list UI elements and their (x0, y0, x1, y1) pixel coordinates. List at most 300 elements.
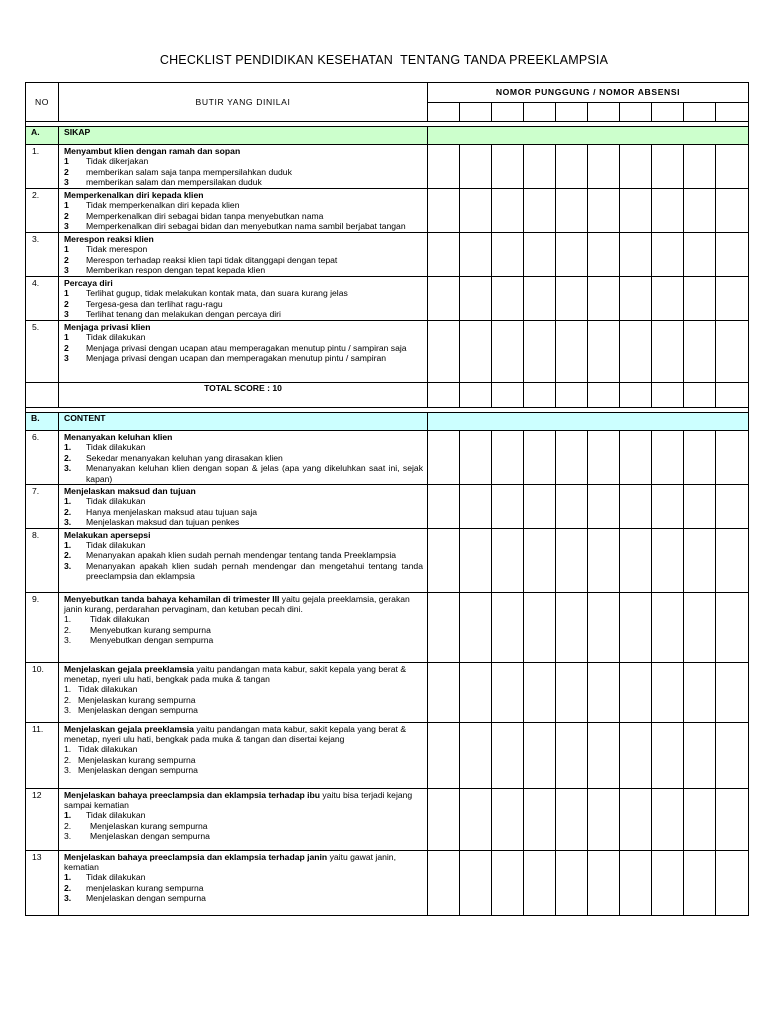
item-number: 13 (26, 850, 59, 915)
score-cell[interactable] (460, 592, 492, 662)
item-number: 8. (26, 528, 59, 592)
score-cell[interactable] (652, 850, 684, 915)
item-title: Menjelaskan maksud dan tujuan (64, 486, 196, 497)
score-cell[interactable] (652, 321, 684, 383)
option-score: 3 (64, 221, 69, 232)
score-option (64, 561, 423, 582)
score-cell[interactable] (684, 277, 716, 321)
item-intro: yaitu bisa terjadi kejang sampai kematian (64, 789, 413, 811)
score-cell[interactable] (716, 592, 749, 662)
score-cell[interactable] (524, 722, 556, 788)
score-cell[interactable] (460, 277, 492, 321)
item-title: Memperkenalkan diri kepada klien (64, 190, 204, 200)
checklist-table (25, 82, 749, 916)
score-cell[interactable] (524, 233, 556, 277)
option-score: 3. (64, 893, 72, 904)
option-text: Tidak dikerjakan (86, 156, 149, 167)
score-option (64, 332, 423, 342)
item-number: 6. (26, 431, 59, 485)
score-cell[interactable] (460, 145, 492, 189)
score-cell[interactable] (716, 189, 749, 233)
option-text: Menjelaskan dengan sempurna (86, 893, 206, 904)
option-score: 1. (64, 744, 72, 755)
score-column-header (460, 103, 492, 122)
score-cell[interactable] (684, 850, 716, 915)
score-cell[interactable] (428, 189, 460, 233)
option-score: 1. (64, 614, 72, 625)
section-label: SIKAP (59, 127, 428, 145)
score-cell[interactable] (428, 383, 460, 408)
option-text: Merespon terhadap reaksi klien tapi tidak ditanggapi dengan tepat (86, 254, 338, 265)
option-score: 1 (64, 200, 69, 211)
score-cell[interactable] (716, 528, 749, 592)
score-cell[interactable] (428, 788, 460, 850)
score-option (64, 288, 423, 298)
score-cell[interactable] (556, 850, 588, 915)
score-cell[interactable] (620, 145, 652, 189)
header-butir: BUTIR YANG DINILAI (59, 83, 428, 122)
option-score: 1 (64, 288, 69, 299)
score-cell[interactable] (556, 321, 588, 383)
score-option (64, 221, 423, 231)
checklist-row (26, 189, 749, 233)
option-score: 3. (64, 635, 72, 646)
score-cell[interactable] (652, 431, 684, 485)
score-column-header (716, 103, 749, 122)
score-cell[interactable] (428, 431, 460, 485)
option-score: 3. (64, 560, 72, 571)
score-cell[interactable] (492, 722, 524, 788)
option-text: Menyebutkan dengan sempurna (90, 635, 214, 646)
score-cell[interactable] (716, 722, 749, 788)
score-option (64, 695, 423, 705)
score-cell[interactable] (620, 233, 652, 277)
score-cell[interactable] (588, 592, 620, 662)
option-score: 3 (64, 353, 69, 364)
score-cell[interactable] (588, 189, 620, 233)
score-option (64, 893, 423, 903)
score-cell[interactable] (460, 528, 492, 592)
score-cell[interactable] (492, 431, 524, 485)
score-option (64, 625, 423, 635)
score-cell[interactable] (716, 850, 749, 915)
score-option (64, 211, 423, 221)
option-text: Hanya menjelaskan maksud atau tujuan saja (86, 506, 258, 517)
score-cell[interactable] (620, 788, 652, 850)
score-cell[interactable] (492, 485, 524, 529)
score-cell[interactable] (492, 788, 524, 850)
score-option (64, 831, 423, 841)
score-cell[interactable] (556, 189, 588, 233)
item-description (59, 145, 428, 189)
score-column-header (588, 103, 620, 122)
item-heading (64, 190, 423, 200)
score-cell[interactable] (588, 145, 620, 189)
option-text: Tidak dilakukan (90, 614, 150, 625)
score-option (64, 343, 423, 353)
score-cell[interactable] (460, 189, 492, 233)
item-number: 2. (26, 189, 59, 233)
item-description (59, 662, 428, 722)
total-no-cell (26, 383, 59, 408)
score-cell[interactable] (716, 662, 749, 722)
score-cell[interactable] (684, 592, 716, 662)
score-column-header (652, 103, 684, 122)
option-score: 2. (64, 754, 72, 765)
score-option (64, 453, 423, 463)
score-cell[interactable] (524, 662, 556, 722)
score-option (64, 177, 423, 187)
score-cell[interactable] (716, 233, 749, 277)
item-heading (64, 852, 423, 873)
item-title: Menjelaskan gejala preeklamsia (64, 663, 194, 674)
score-column-header (620, 103, 652, 122)
score-cell[interactable] (684, 321, 716, 383)
option-text: memberikan salam dan mempersilakan duduk (86, 177, 262, 188)
score-cell[interactable] (652, 592, 684, 662)
header-no: NO (26, 83, 59, 122)
score-cell[interactable] (588, 383, 620, 408)
score-cell[interactable] (716, 788, 749, 850)
score-cell[interactable] (652, 485, 684, 529)
score-cell[interactable] (620, 485, 652, 529)
score-cell[interactable] (652, 662, 684, 722)
score-cell[interactable] (716, 321, 749, 383)
item-number: 5. (26, 321, 59, 383)
score-option (64, 442, 423, 452)
score-cell[interactable] (460, 233, 492, 277)
score-cell[interactable] (588, 662, 620, 722)
score-option (64, 550, 423, 560)
option-score: 2. (64, 624, 72, 635)
item-heading (64, 594, 423, 615)
option-text: Terlihat gugup, tidak melakukan kontak mata, dan suara kurang jelas (86, 288, 348, 299)
score-cell[interactable] (684, 431, 716, 485)
option-text: Menjaga privasi dengan ucapan atau memperagakan menutup pintu / sampiran saja (86, 342, 407, 353)
option-text: Tidak dilakukan (86, 332, 146, 343)
score-cell[interactable] (524, 850, 556, 915)
score-cell[interactable] (684, 528, 716, 592)
score-cell[interactable] (556, 722, 588, 788)
checklist-row (26, 662, 749, 722)
score-cell[interactable] (652, 788, 684, 850)
option-score: 3 (64, 265, 69, 276)
score-option (64, 872, 423, 882)
option-text: Tidak dilakukan (86, 442, 146, 453)
item-description (59, 788, 428, 850)
option-text: Tidak dilakukan (86, 540, 146, 551)
score-cell[interactable] (492, 189, 524, 233)
option-text: memberikan salam saja tanpa mempersilahkan duduk (86, 166, 292, 177)
score-cell[interactable] (460, 321, 492, 383)
score-cell[interactable] (492, 850, 524, 915)
option-score: 1. (64, 872, 72, 883)
score-cell[interactable] (428, 277, 460, 321)
checklist-row (26, 528, 749, 592)
score-cell[interactable] (588, 431, 620, 485)
option-text: Tidak dilakukan (78, 684, 138, 695)
score-cell[interactable] (460, 431, 492, 485)
score-cell[interactable] (652, 277, 684, 321)
item-number: 12 (26, 788, 59, 850)
item-heading (64, 724, 423, 745)
option-text: Tidak dilakukan (86, 872, 146, 883)
score-cell[interactable] (492, 321, 524, 383)
score-cell[interactable] (428, 850, 460, 915)
score-cell[interactable] (620, 321, 652, 383)
option-score: 1 (64, 244, 69, 255)
option-score: 1. (64, 496, 72, 507)
score-cell[interactable] (428, 722, 460, 788)
option-score: 3 (64, 177, 69, 188)
score-cell[interactable] (620, 850, 652, 915)
section-label: CONTENT (59, 413, 428, 431)
option-text: Menjelaskan dengan sempurna (78, 705, 198, 716)
score-option (64, 821, 423, 831)
option-text: Menjelaskan kurang sempurna (78, 754, 196, 765)
score-cell[interactable] (620, 592, 652, 662)
option-score: 2. (64, 506, 72, 517)
score-cell[interactable] (556, 788, 588, 850)
score-cell[interactable] (460, 722, 492, 788)
score-cell[interactable] (556, 662, 588, 722)
total-score-label: TOTAL SCORE : 10 (59, 383, 428, 408)
option-score: 3. (64, 463, 72, 474)
score-cell[interactable] (620, 383, 652, 408)
score-cell[interactable] (428, 145, 460, 189)
option-text: Menjaga privasi dengan ucapan dan memperagakan menutup pintu / sampiran (86, 353, 387, 364)
score-option (64, 765, 423, 775)
score-cell[interactable] (524, 592, 556, 662)
item-description (59, 485, 428, 529)
option-text: Memperkenalkan diri sebagai bidan dan menyebutkan nama sambil berjabat tangan (86, 221, 406, 232)
score-cell[interactable] (588, 788, 620, 850)
score-cell[interactable] (428, 662, 460, 722)
score-column-header (492, 103, 524, 122)
option-score: 3 (64, 309, 69, 320)
score-option (64, 463, 423, 484)
item-heading (64, 146, 423, 156)
score-option (64, 684, 423, 694)
item-title: Menanyakan keluhan klien (64, 432, 173, 442)
item-number: 9. (26, 592, 59, 662)
score-cell[interactable] (460, 788, 492, 850)
option-text: Tidak memperkenalkan diri kepada klien (86, 200, 240, 211)
option-score: 2 (64, 254, 69, 265)
score-cell[interactable] (620, 189, 652, 233)
item-heading (64, 530, 423, 540)
score-cell[interactable] (716, 277, 749, 321)
item-heading (64, 278, 423, 288)
option-score: 2 (64, 166, 69, 177)
section-header-row (26, 127, 749, 145)
checklist-row (26, 431, 749, 485)
score-option (64, 353, 423, 363)
score-cell[interactable] (524, 189, 556, 233)
score-cell[interactable] (652, 528, 684, 592)
option-score: 3. (64, 517, 72, 528)
score-cell[interactable] (652, 233, 684, 277)
option-score: 2 (64, 298, 69, 309)
item-title: Menjelaskan bahaya preeclampsia dan eklampsia terhadap janin (64, 851, 328, 862)
section-score-band (428, 413, 749, 431)
option-text: Tidak dilakukan (86, 496, 146, 507)
score-cell[interactable] (588, 722, 620, 788)
score-cell[interactable] (556, 431, 588, 485)
score-cell[interactable] (492, 528, 524, 592)
item-number: 1. (26, 145, 59, 189)
score-cell[interactable] (556, 233, 588, 277)
option-text: Menjelaskan maksud dan tujuan penkes (86, 517, 240, 528)
checklist-row (26, 321, 749, 383)
section-score-band (428, 127, 749, 145)
score-option (64, 309, 423, 319)
score-cell[interactable] (588, 850, 620, 915)
score-option (64, 810, 423, 820)
score-option (64, 635, 423, 645)
score-cell[interactable] (684, 485, 716, 529)
item-heading (64, 790, 423, 811)
score-cell[interactable] (492, 277, 524, 321)
score-cell[interactable] (588, 233, 620, 277)
score-cell[interactable] (524, 528, 556, 592)
option-score: 1. (64, 540, 72, 551)
item-heading (64, 486, 423, 496)
score-cell[interactable] (524, 145, 556, 189)
score-cell[interactable] (460, 850, 492, 915)
score-cell[interactable] (556, 383, 588, 408)
option-score: 2. (64, 550, 72, 561)
score-column-header (428, 103, 460, 122)
score-cell[interactable] (684, 145, 716, 189)
score-option (64, 156, 423, 166)
score-cell[interactable] (684, 788, 716, 850)
score-cell[interactable] (492, 233, 524, 277)
score-cell[interactable] (684, 189, 716, 233)
score-cell[interactable] (652, 189, 684, 233)
option-text: menjelaskan kurang sempurna (86, 882, 204, 893)
score-cell[interactable] (620, 722, 652, 788)
score-cell[interactable] (620, 662, 652, 722)
score-option (64, 540, 423, 550)
score-cell[interactable] (556, 145, 588, 189)
score-cell[interactable] (716, 431, 749, 485)
score-cell[interactable] (460, 485, 492, 529)
score-option (64, 883, 423, 893)
score-option (64, 517, 423, 527)
score-cell[interactable] (684, 233, 716, 277)
item-number: 4. (26, 277, 59, 321)
option-text: Menjelaskan dengan sempurna (90, 831, 210, 842)
score-cell[interactable] (588, 485, 620, 529)
option-text: Menanyakan apakah klien sudah pernah mendengar dan mengetahui tentang tanda preeclampsia dan eklampsia (86, 560, 423, 582)
score-cell[interactable] (620, 431, 652, 485)
option-score: 2 (64, 342, 69, 353)
score-cell[interactable] (492, 145, 524, 189)
score-cell[interactable] (428, 321, 460, 383)
score-cell[interactable] (460, 662, 492, 722)
item-description (59, 321, 428, 383)
score-option (64, 167, 423, 177)
option-text: Menjelaskan kurang sempurna (78, 694, 196, 705)
score-option (64, 507, 423, 517)
option-text: Menanyakan apakah klien sudah pernah mendengar tentang tanda Preeklampsia (86, 550, 397, 561)
item-intro: yaitu pandangan mata kabur, sakit kepala yang berat & menetap, nyeri ulu hati, bengkak pada muka & tangan dan disertai kejang (64, 723, 407, 745)
item-title: Merespon reaksi klien (64, 234, 154, 244)
score-cell[interactable] (524, 431, 556, 485)
score-cell[interactable] (460, 383, 492, 408)
score-cell[interactable] (556, 592, 588, 662)
score-cell[interactable] (684, 722, 716, 788)
score-cell[interactable] (428, 233, 460, 277)
option-score: 2. (64, 452, 72, 463)
score-cell[interactable] (492, 662, 524, 722)
score-cell[interactable] (524, 788, 556, 850)
item-intro: yaitu gawat janin, kematian (64, 851, 396, 873)
score-cell[interactable] (652, 383, 684, 408)
option-score: 3. (64, 765, 72, 776)
score-option (64, 496, 423, 506)
option-text: Tergesa-gesa dan terlihat ragu-ragu (86, 298, 223, 309)
item-title: Menjelaskan bahaya preeclampsia dan eklampsia terhadap ibu (64, 789, 321, 800)
score-cell[interactable] (684, 662, 716, 722)
item-description (59, 277, 428, 321)
checklist-row (26, 850, 749, 915)
score-cell[interactable] (588, 277, 620, 321)
option-text: Menanyakan keluhan klien dengan sopan & jelas (apa yang dikeluhkan saat ini, sejak kapan) (86, 463, 423, 484)
score-cell[interactable] (556, 528, 588, 592)
score-cell[interactable] (652, 145, 684, 189)
checklist-body (26, 122, 749, 916)
score-cell[interactable] (428, 485, 460, 529)
score-cell[interactable] (652, 722, 684, 788)
score-cell[interactable] (716, 383, 749, 408)
item-heading (64, 322, 423, 332)
score-cell[interactable] (524, 485, 556, 529)
score-cell[interactable] (428, 528, 460, 592)
score-cell[interactable] (620, 277, 652, 321)
item-description (59, 592, 428, 662)
score-cell[interactable] (524, 383, 556, 408)
score-cell[interactable] (716, 485, 749, 529)
score-cell[interactable] (428, 592, 460, 662)
score-cell[interactable] (492, 383, 524, 408)
checklist-row (26, 277, 749, 321)
score-cell[interactable] (588, 321, 620, 383)
score-cell[interactable] (492, 592, 524, 662)
score-cell[interactable] (716, 145, 749, 189)
score-cell[interactable] (556, 277, 588, 321)
score-cell[interactable] (524, 321, 556, 383)
section-code: A. (26, 127, 59, 145)
score-cell[interactable] (556, 485, 588, 529)
total-score-row (26, 383, 749, 408)
option-text: Tidak dilakukan (78, 744, 138, 755)
item-number: 3. (26, 233, 59, 277)
score-cell[interactable] (620, 528, 652, 592)
score-cell[interactable] (684, 383, 716, 408)
score-cell[interactable] (588, 528, 620, 592)
score-option (64, 614, 423, 624)
option-score: 3. (64, 705, 72, 716)
score-option (64, 200, 423, 210)
score-option (64, 244, 423, 254)
score-option (64, 265, 423, 275)
item-heading (64, 432, 423, 442)
section-header-row (26, 413, 749, 431)
item-title: Melakukan apersepsi (64, 529, 151, 540)
score-cell[interactable] (524, 277, 556, 321)
